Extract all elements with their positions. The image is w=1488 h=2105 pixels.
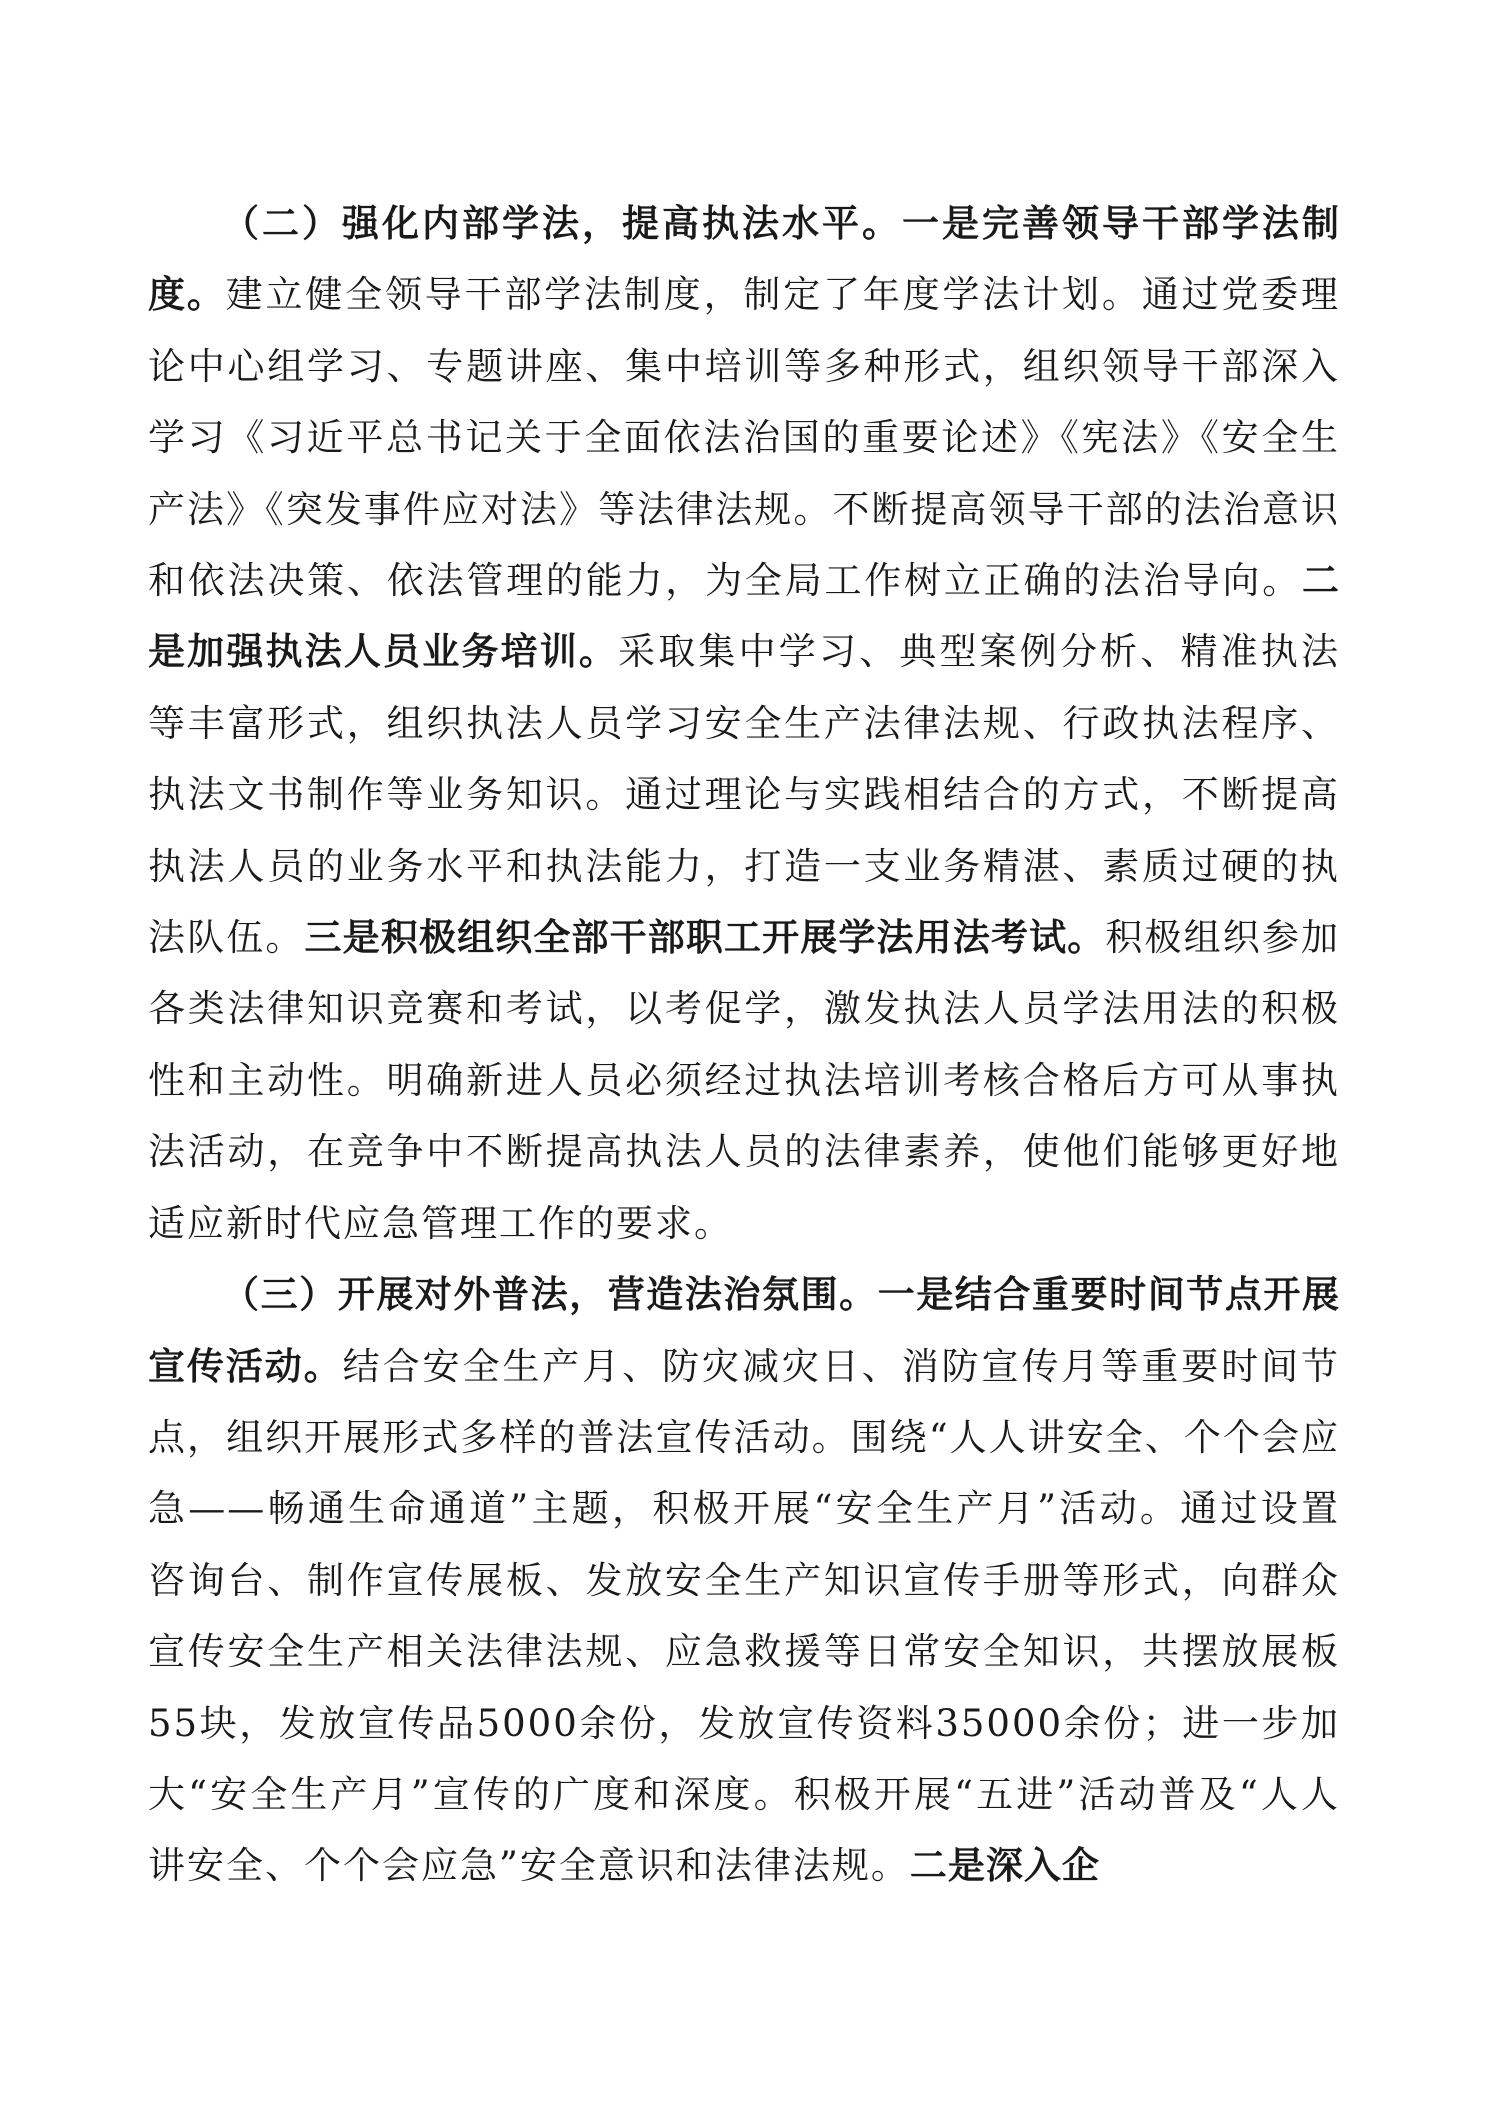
document-body — [148, 188, 1340, 1902]
heading-section-three: （三）开展对外普法，营造法治氛围。一是结合重要时间节点开展宣传活动。 — [148, 1273, 1340, 1388]
point-three-heading: 三是积极组织全部干部职工开展学法用法考试。 — [304, 916, 1106, 960]
body-text: 建立健全领导干部学法制度，制定了年度学法计划。通过党委理论中心组学习、专题讲座、集中培训等多种形式，组织领导干部深入学习《习近平总书记关于全面依法治国的重要论述》《宪法》《安全生产法》《突发事件应对法》等法律法规。不断提高领导干部的法治意识和依法决策、依法管理的能力，为全局工作树立正确的法治导向。 — [148, 273, 1340, 603]
heading-section-two: （二）强化内部学法，提高执法水平。一是完善领导干部学法制度。 — [148, 202, 1340, 317]
paragraph-external-law-publicity — [148, 1259, 1340, 1902]
body-text: 积极组织参加各类法律知识竞赛和考试，以考促学，激发执法人员学法用法的积极性和主动性。明确新进人员必须经过执法培训考核合格后方可从事执法活动，在竞争中不断提高执法人员的法律素养，使他们能够更好地适应新时代应急管理工作的要求。 — [148, 916, 1341, 1245]
body-text: 采取集中学习、典型案例分析、精准执法等丰富形式，组织执法人员学习安全生产法律法规、行政执法程序、执法文书制作等业务知识。通过理论与实践相结合的方式，不断提高执法人员的业务水平和执法能力，打造一支业务精湛、素质过硬的执法队伍。 — [148, 630, 1341, 960]
body-text: 结合安全生产月、防灾减灾日、消防宣传月等重要时间节点，组织开展形式多样的普法宣传活动。围绕“人人讲安全、个个会应急——畅通生命通道”主题，积极开展“安全生产月”活动。通过设置咨询台、制作宣传展板、发放安全生产知识宣传手册等形式，向群众宣传安全生产相关法律法规、应急救援等日常安全知识，共摆放展板55块，发放宣传品5000余份，发放宣传资料35000余份；进一步加大“安全生产月”宣传的广度和深度。积极开展“五进”活动普及“人人讲安全、个个会应急”安全意识和法律法规。 — [148, 1344, 1340, 1888]
point-two-heading: 二是加强执法人员业务培训。 — [148, 559, 1340, 674]
point-two-heading: 二是深入企 — [909, 1844, 1100, 1888]
paragraph-internal-law-study — [148, 188, 1340, 1259]
